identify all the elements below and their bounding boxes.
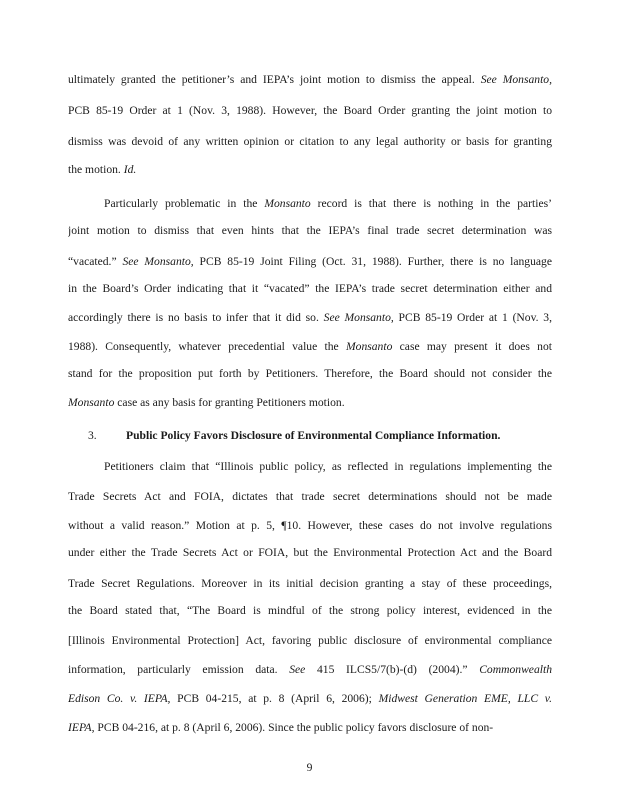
text-segment: Trade Secret Regulations. Moreover in its initial decision granting a stay of these proceedings, [68, 577, 552, 590]
text-line [68, 73, 552, 87]
text-line [68, 135, 552, 149]
text-segment: Particularly problematic in the [104, 197, 265, 210]
italic-citation: Id. [123, 163, 137, 176]
text-line [68, 692, 552, 706]
text-segment: without a valid reason.” Motion at p. 5, ¶10. However, these cases do not involve regulations [68, 519, 552, 532]
italic-citation: Midwest Generation EME, LLC v. [378, 692, 552, 705]
text-segment: Trade Secrets Act and FOIA, dictates that trade secret determinations should not be made [68, 490, 552, 503]
italic-citation: Edison Co. v. IEPA, [68, 692, 171, 705]
italic-citation: See Monsanto, [480, 73, 552, 86]
text-segment: accordingly there is no basis to infer that it did so. [68, 311, 324, 324]
text-line [68, 282, 552, 296]
text-line [68, 634, 552, 648]
text-segment: the Board stated that, “The Board is mindful of the strong policy interest, evidenced in the [68, 604, 552, 617]
text-segment: [Illinois Environmental Protection] Act, favoring public disclosure of environmental compliance [68, 634, 552, 647]
text-segment: PCB 85-19 Order at 1 (Nov. 3, 1988). However, the Board Order granting the joint motion to [68, 104, 552, 117]
text-segment: information, particularly emission data. [68, 663, 290, 676]
text-segment: dismiss was devoid of any written opinion or citation to any legal authority or basis for granting [68, 135, 552, 148]
section-heading-number: 3. [88, 429, 97, 442]
text-segment: Petitioners claim that “Illinois public policy, as reflected in regulations implementing the [104, 460, 552, 473]
text-line [68, 663, 552, 677]
text-segment: case as any basis for granting Petitioners motion. [114, 396, 345, 409]
text-segment: PCB 04-216, at p. 8 (April 6, 2006). Since the public policy favors disclosure of non- [94, 721, 494, 734]
text-line [68, 224, 552, 238]
text-line [68, 163, 552, 177]
text-line [104, 197, 552, 211]
text-segment: in the Board’s Order indicating that it “vacated” the IEPA’s trade secret determination either and [68, 282, 552, 295]
italic-citation: See [289, 663, 306, 676]
text-line [68, 546, 552, 560]
text-line [68, 604, 552, 618]
text-segment: stand for the proposition put forth by Petitioners. Therefore, the Board should not consider the [68, 367, 552, 380]
italic-citation: Monsanto [345, 340, 393, 353]
text-line [68, 396, 552, 410]
text-line [68, 340, 552, 354]
text-line [68, 490, 552, 504]
italic-citation: See Monsanto, [323, 311, 394, 324]
section-heading [88, 429, 558, 443]
text-line [68, 519, 552, 533]
text-segment: record is that there is nothing in the parties’ [310, 197, 552, 210]
text-segment: PCB 04-215, at p. 8 (April 6, 2006); [170, 692, 379, 705]
text-segment: the motion. [68, 163, 124, 176]
section-heading-title: Public Policy Favors Disclosure of Environmental Compliance Information. [126, 429, 501, 442]
text-segment: 1988). Consequently, whatever precedential value the [68, 340, 346, 353]
italic-citation: IEPA, [68, 721, 95, 734]
text-line [68, 255, 552, 269]
text-line [68, 721, 552, 735]
text-segment: “vacated.” [68, 255, 123, 268]
italic-citation: Monsanto [264, 197, 311, 210]
text-line [68, 311, 552, 325]
text-segment: case may present it does not [392, 340, 552, 353]
text-line [68, 367, 552, 381]
text-segment: joint motion to dismiss that even hints that the IEPA’s final trade secret determination was [68, 224, 552, 237]
text-segment: PCB 85-19 Joint Filing (Oct. 31, 1988). Further, there is no language [193, 255, 552, 268]
text-segment: ultimately granted the petitioner’s and IEPA’s joint motion to dismiss the appeal. [68, 73, 481, 86]
page-number: 9 [306, 761, 313, 774]
italic-citation: See Monsanto, [122, 255, 194, 268]
text-line [68, 577, 552, 591]
text-segment: PCB 85-19 Order at 1 (Nov. 3, [393, 311, 552, 324]
text-segment: 415 ILCS5/7(b)-(d) (2004).” [305, 663, 480, 676]
italic-citation: Commonwealth [479, 663, 552, 676]
text-segment: under either the Trade Secrets Act or FOIA, but the Environmental Protection Act and the Board [68, 546, 552, 559]
text-line [104, 460, 552, 474]
italic-citation: Monsanto [68, 396, 115, 409]
text-line [68, 104, 552, 118]
